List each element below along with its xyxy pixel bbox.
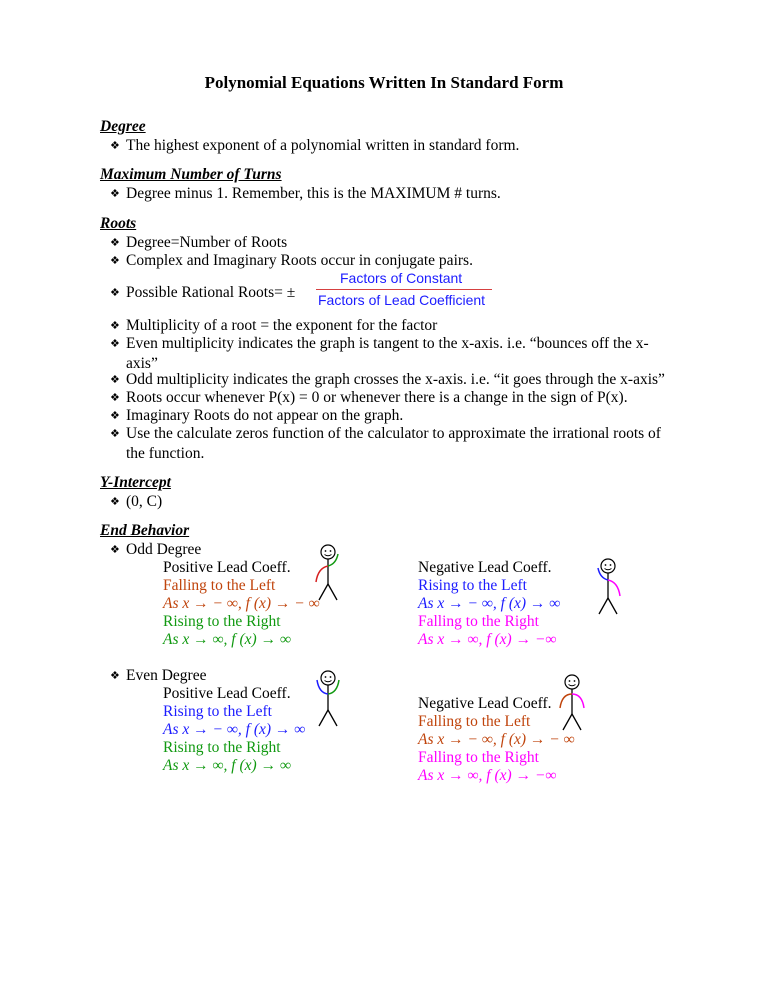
fraction-numerator: Factors of Constant (340, 270, 463, 286)
even-negative-right-label: Falling to the Right (418, 749, 539, 766)
stick-figure-even-positive-icon (308, 668, 348, 732)
page-title: Polynomial Equations Written In Standard Form (204, 73, 564, 92)
even-negative-right-expr: As x → ∞, f (x) → −∞ (418, 767, 557, 784)
odd-negative-left-expr: As x → − ∞, f (x) → ∞ (418, 595, 561, 612)
bullet-icon: ❖ (110, 544, 120, 556)
fraction-denominator: Factors of Lead Coefficient (318, 292, 486, 308)
odd-positive-title: Positive Lead Coeff. (163, 559, 291, 576)
odd-negative-title: Negative Lead Coeff. (418, 559, 552, 576)
stick-figure-even-negative-icon (552, 672, 592, 736)
even-negative-left-label: Falling to the Left (418, 713, 531, 730)
fraction-bar (316, 289, 492, 290)
bullet-icon: ❖ (110, 140, 120, 152)
even-positive-left-expr: As x → − ∞, f (x) → ∞ (163, 721, 306, 738)
bullet-icon: ❖ (110, 496, 120, 508)
bullet-icon: ❖ (110, 237, 120, 249)
stick-figure-odd-negative-icon (588, 556, 628, 620)
odd-negative-right-label: Falling to the Right (418, 613, 539, 630)
roots-heading: Roots (100, 215, 137, 232)
even-positive-title: Positive Lead Coeff. (163, 685, 291, 702)
bullet-icon: ❖ (110, 374, 120, 386)
end-behavior-heading: End Behavior (100, 522, 190, 539)
even-positive-left-label: Rising to the Left (163, 703, 272, 720)
even-positive-right-expr: As x → ∞, f (x) → ∞ (163, 757, 291, 774)
bullet-icon: ❖ (110, 338, 120, 350)
turns-heading: Maximum Number of Turns (100, 166, 282, 183)
degree-heading: Degree (100, 118, 146, 135)
bullet-icon: ❖ (110, 410, 120, 422)
bullet-icon: ❖ (110, 670, 120, 682)
bullet-icon: ❖ (110, 428, 120, 440)
odd-positive-right-label: Rising to the Right (163, 613, 281, 630)
bullet-icon: ❖ (110, 287, 120, 299)
even-negative-left-expr: As x → − ∞, f (x) → − ∞ (418, 731, 575, 748)
yintercept-heading: Y-Intercept (100, 474, 171, 491)
even-negative-title: Negative Lead Coeff. (418, 695, 552, 712)
bullet-icon: ❖ (110, 392, 120, 404)
odd-positive-right-expr: As x → ∞, f (x) → ∞ (163, 631, 291, 648)
odd-negative-left-label: Rising to the Left (418, 577, 527, 594)
even-positive-right-label: Rising to the Right (163, 739, 281, 756)
bullet-icon: ❖ (110, 188, 120, 200)
stick-figure-odd-positive-icon (308, 542, 348, 606)
odd-positive-left-expr: As x → − ∞, f (x) → − ∞ (163, 595, 320, 612)
odd-positive-left-label: Falling to the Left (163, 577, 276, 594)
odd-negative-right-expr: As x → ∞, f (x) → −∞ (418, 631, 557, 648)
bullet-icon: ❖ (110, 255, 120, 267)
bullet-icon: ❖ (110, 320, 120, 332)
